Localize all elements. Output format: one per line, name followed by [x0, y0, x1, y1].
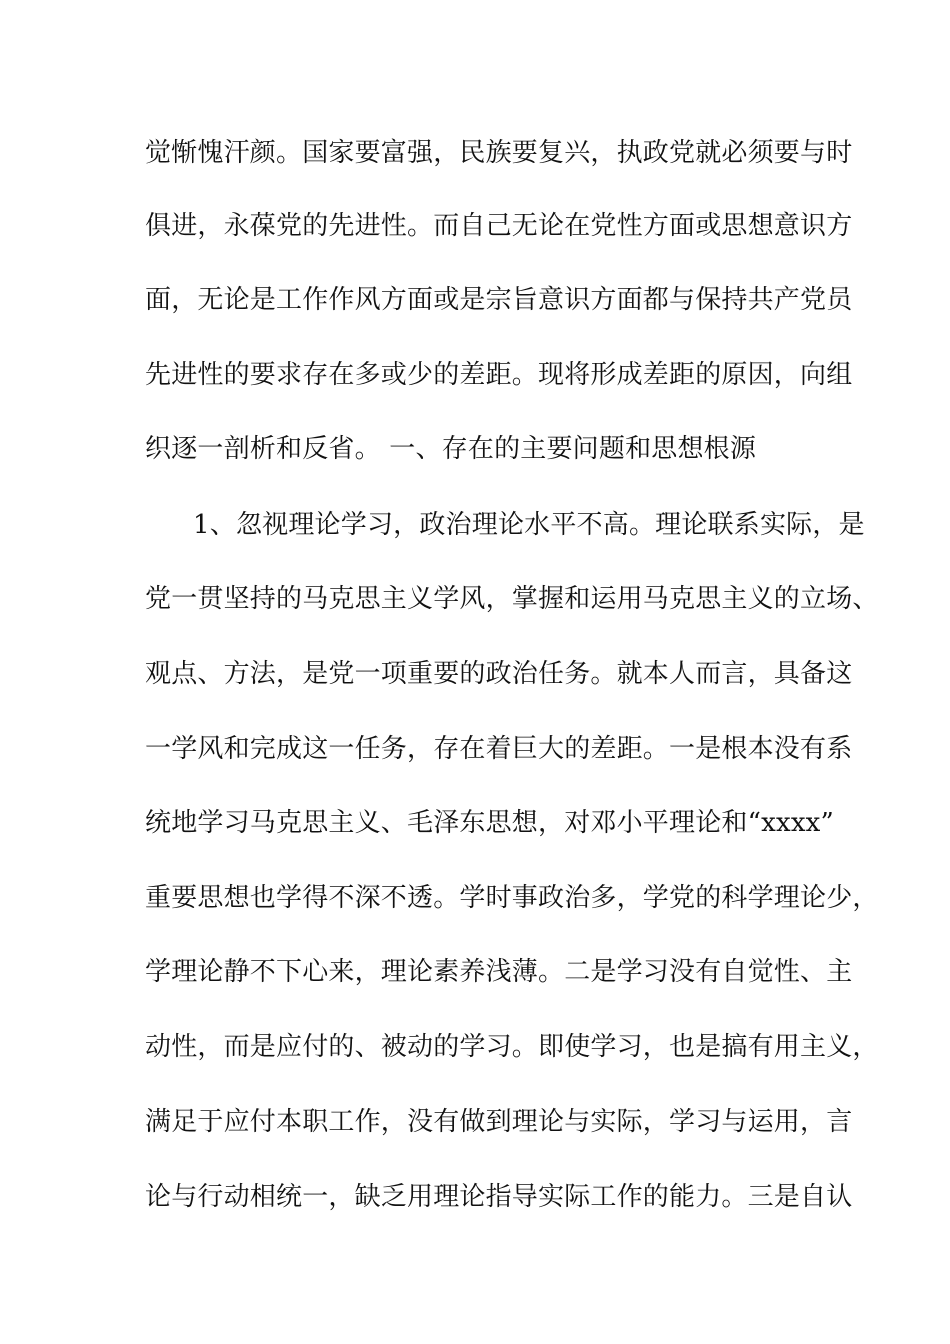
paragraph-line: 动性，而是应付的、被动的学习。即使学习，也是搞有用主义，	[145, 1032, 879, 1062]
paragraph-line: 党一贯坚持的马克思主义学风，掌握和运用马克思主义的立场、	[145, 584, 879, 614]
paragraph-line: 俱进，永葆党的先进性。而自己无论在党性方面或思想意识方	[145, 211, 853, 241]
paragraph-line: 满足于应付本职工作，没有做到理论与实际，学习与运用，言	[145, 1107, 853, 1137]
paragraph-line: 论与行动相统一，缺乏用理论指导实际工作的能力。三是自认	[145, 1182, 853, 1212]
paragraph-line: 面，无论是工作作风方面或是宗旨意识方面都与保持共产党员	[145, 285, 853, 315]
paragraph-line: 学理论静不下心来，理论素养浅薄。二是学习没有自觉性、主	[145, 957, 853, 987]
paragraph-line: 先进性的要求存在多或少的差距。现将形成差距的原因，向组	[145, 360, 853, 390]
paragraph-line: 觉惭愧汗颜。国家要富强，民族要复兴，执政党就必须要与时	[145, 138, 853, 168]
paragraph-line: 统地学习马克思主义、毛泽东思想，对邓小平理论和“xxxx”	[145, 808, 835, 838]
paragraph-line: 观点、方法，是党一项重要的政治任务。就本人而言，具备这	[145, 659, 853, 689]
paragraph-line: 重要思想也学得不深不透。学时事政治多，学党的科学理论少，	[145, 883, 879, 913]
paragraph-line: 1、忽视理论学习，政治理论水平不高。理论联系实际，是	[193, 510, 865, 540]
paragraph-line: 一学风和完成这一任务，存在着巨大的差距。一是根本没有系	[145, 734, 853, 764]
section-heading-line: 织逐一剖析和反省。 一、存在的主要问题和思想根源	[145, 434, 757, 464]
